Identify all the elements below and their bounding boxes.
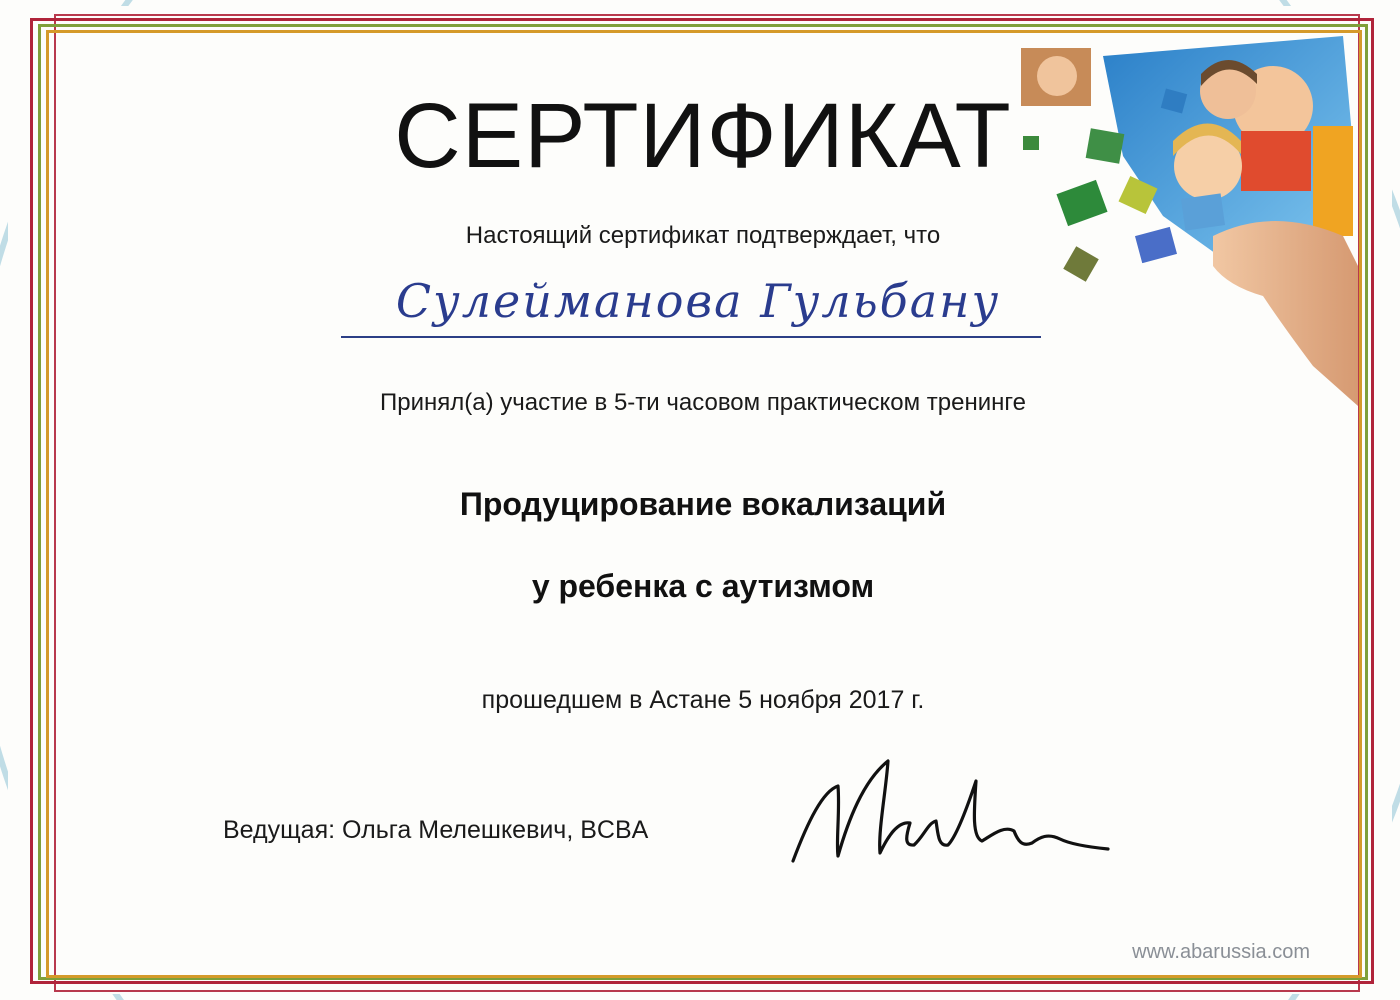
recipient-name: Сулейманова Гульбану (395, 274, 1001, 328)
leader-text: Ведущая: Ольга Мелешкевич, BCBA (223, 816, 649, 844)
signature-icon (778, 751, 1118, 881)
puzzle-collage-icon (1013, 36, 1358, 406)
website-link[interactable]: www.abarussia.com (1132, 941, 1310, 963)
course-title-line2: у ребенка с аутизмом (531, 568, 875, 604)
course-title-line1: Продуцирование вокализаций (459, 486, 947, 522)
participation-text: Принял(а) участие в 5-ти часовом практическом тренинге (380, 389, 1026, 416)
name-underline (341, 336, 1041, 338)
event-text: прошедшем в Астане 5 ноября 2017 г. (481, 686, 925, 714)
certificate-title: СЕРТИФИКАТ (394, 85, 1012, 187)
certificate-sheet (8, 6, 1392, 994)
confirm-text: Настоящий сертификат подтверждает, что (465, 222, 941, 249)
